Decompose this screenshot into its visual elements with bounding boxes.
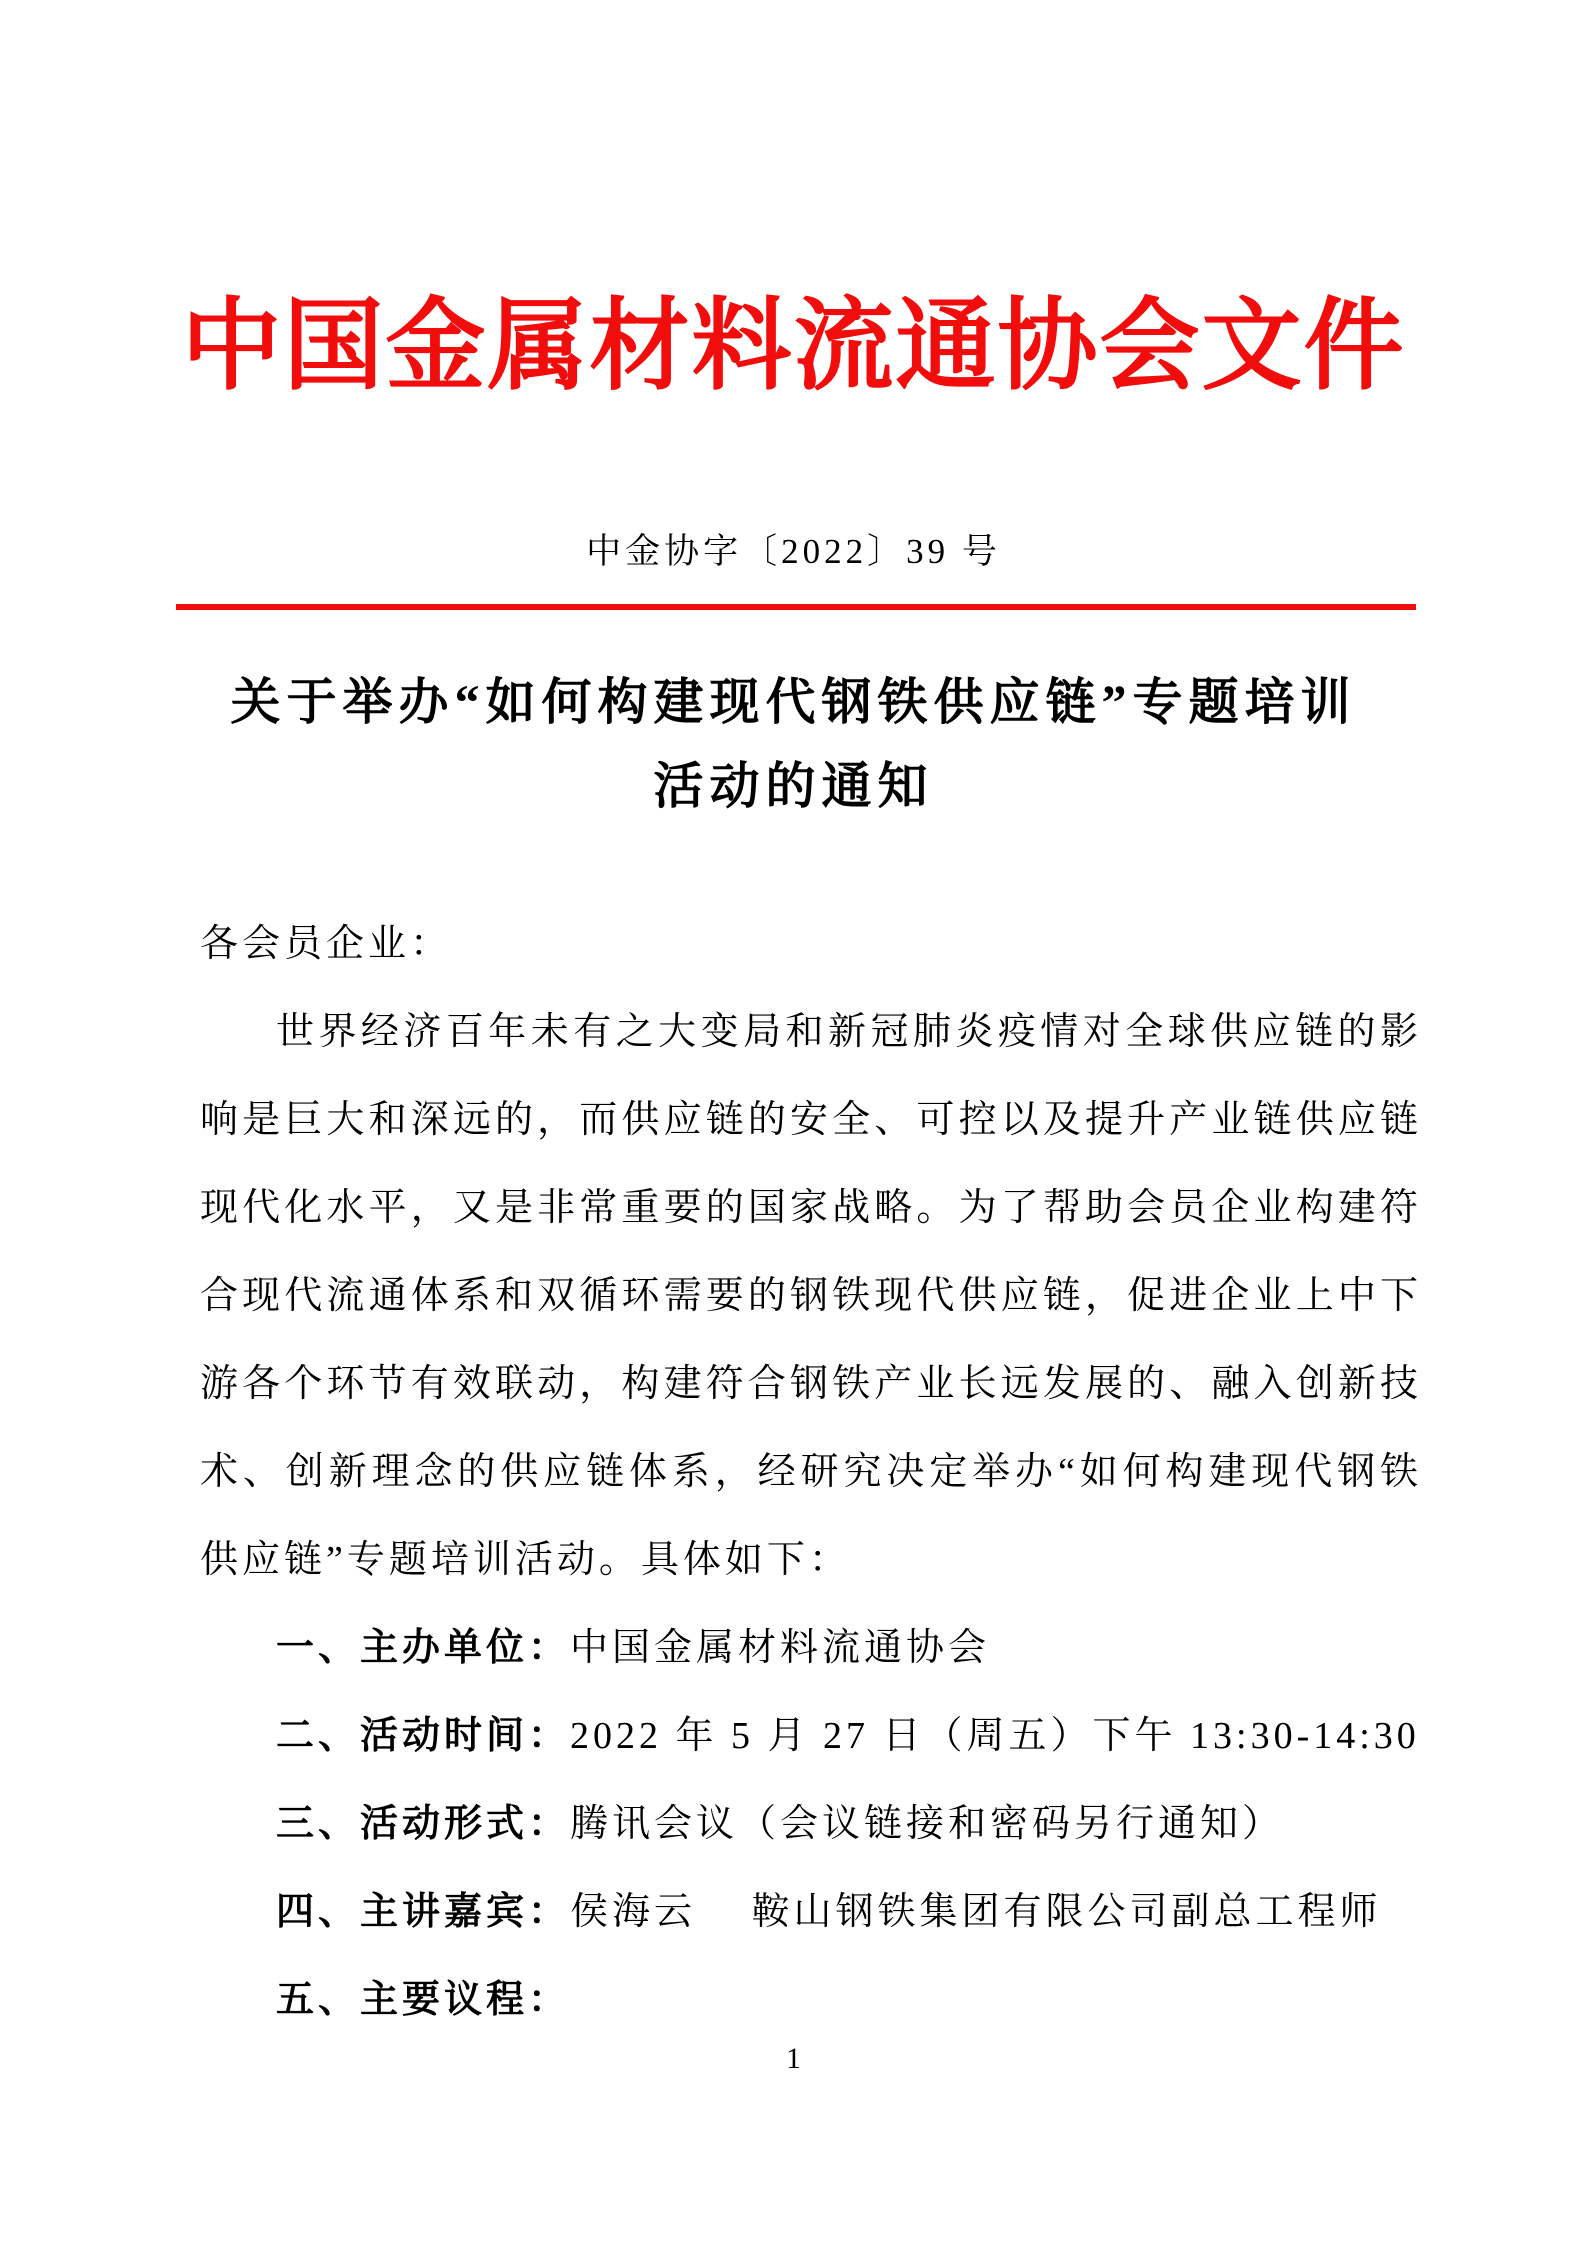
item-text: 侯海云 鞍山钢铁集团有限公司副总工程师	[570, 1891, 1382, 1933]
agenda-item-format	[200, 1780, 1422, 1868]
letterhead-title: 中国金属材料流通协会文件	[181, 291, 1406, 402]
agenda-item-organizer	[200, 1604, 1422, 1692]
salutation: 各会员企业：	[200, 923, 453, 965]
red-divider-line	[176, 604, 1416, 610]
item-text: 2022 年 5 月 27 日（周五）下午 13:30-14:30	[570, 1715, 1420, 1757]
item-text: 中国金属材料流通协会	[570, 1627, 991, 1669]
item-label: 五、主要议程：	[276, 1979, 571, 2021]
agenda-item-agenda	[200, 1956, 1422, 2044]
notice-body	[200, 900, 1422, 2044]
page-number: 1	[786, 2042, 801, 2075]
agenda-item-speaker	[200, 1868, 1422, 1956]
notice-title-line1: 关于举办“如何构建现代钢铁供应链”专题培训	[230, 674, 1357, 730]
item-label: 一、主办单位：	[276, 1627, 571, 1669]
notice-title	[0, 660, 1587, 828]
item-text: 腾讯会议（会议链接和密码另行通知）	[570, 1803, 1285, 1845]
item-label: 二、活动时间：	[276, 1715, 571, 1757]
item-label: 三、活动形式：	[276, 1803, 571, 1845]
body-paragraph: 世界经济百年未有之大变局和新冠肺炎疫情对全球供应链的影响是巨大和深远的，而供应链的安全、可控以及提升产业链供应链现代化水平，又是非常重要的国家战略。为了帮助会员企业构建符合现代流通体系和双循环需要的钢铁现代供应链，促进企业上中下游各个环节有效联动，构建符合钢铁产业长远发展的、融入创新技术、创新理念的供应链体系，经研究决定举办“如何构建现代钢铁供应链”专题培训活动。具体如下：	[200, 1011, 1422, 1581]
document-number: 中金协字〔2022〕39 号	[586, 532, 1001, 571]
item-label: 四、主讲嘉宾：	[276, 1891, 571, 1933]
agenda-item-time	[200, 1692, 1422, 1780]
notice-title-line2: 活动的通知	[653, 758, 934, 814]
